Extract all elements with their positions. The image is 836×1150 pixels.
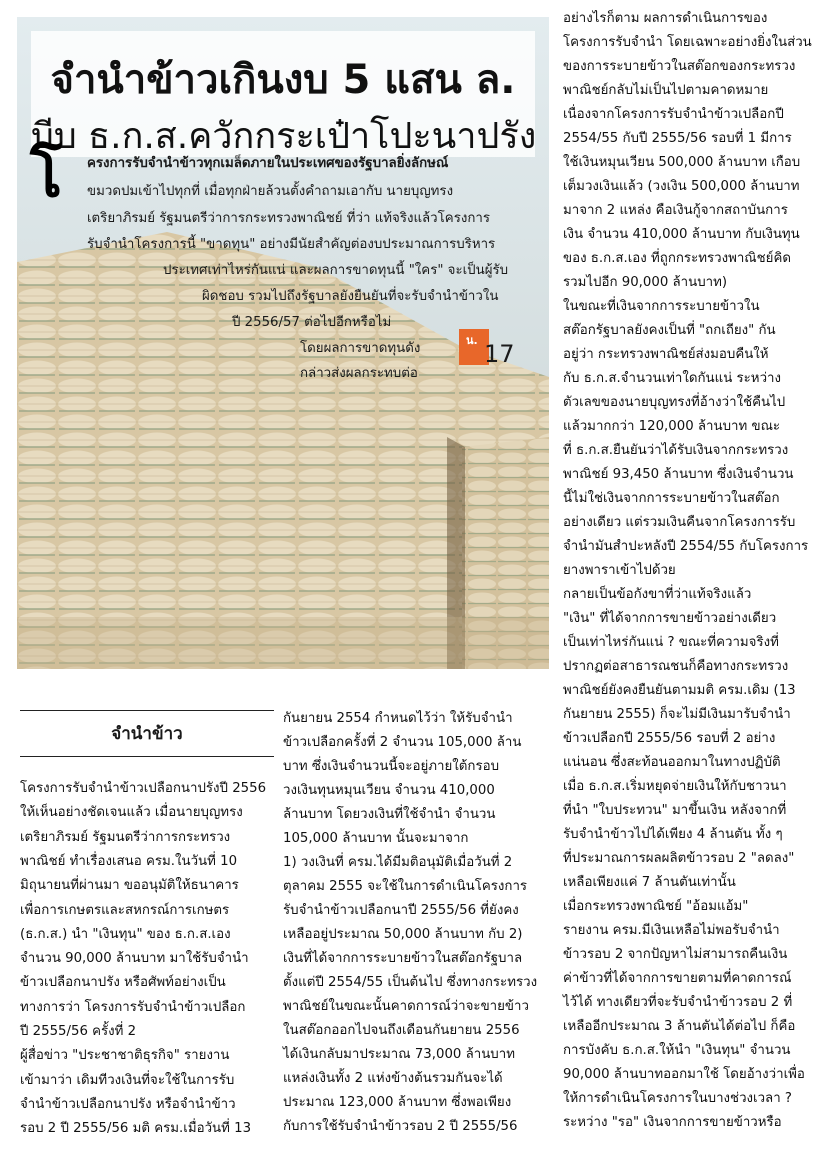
- text-line: เหลืออยู่ประมาณ 50,000 ล้านบาท กับ 2): [283, 927, 523, 942]
- text-line: ผู้สื่อข่าว "ประชาชาติธุรกิจ" รายงาน: [20, 1048, 230, 1064]
- text-line: เป็นเท่าไหร่กันแน่ ? ขณะที่ความจริงที่: [563, 635, 779, 650]
- text-line: จำนำข้าวเปลือกนาปรัง หรือจำนำข้าว: [20, 1096, 236, 1112]
- text-line: 105,000 ล้านบาท นั้นจะมาจาก: [283, 831, 469, 846]
- text-line: 90,000 ล้านบาทออกมาใช้ โดยอ้างว่าเพื่อ: [563, 1067, 805, 1082]
- text-line: กันยายน 2555) ก็จะไม่มีเงินมารับจำนำ: [563, 707, 791, 722]
- text-line: อยู่ว่า กระทรวงพาณิชย์ส่งมอบคืนให้: [563, 347, 769, 362]
- lede-line: โดยผลการขาดทุนดัง: [300, 341, 421, 356]
- lede-dropcap: โ: [30, 141, 63, 211]
- text-line: เหลือเพียงแค่ 7 ล้านตันเท่านั้น: [563, 875, 736, 890]
- text-line: ให้การดำเนินโครงการในบางช่วงเวลา ?: [563, 1091, 792, 1106]
- text-line: พาณิชย์ในขณะนั้นคาดการณ์ว่าจะขายข้าว: [283, 999, 529, 1014]
- text-line: ของการระบายข้าวในสต๊อกของกระทรวง: [563, 59, 796, 74]
- text-line: ทางการว่า โครงการรับจำนำข้าวเปลือก: [20, 999, 246, 1015]
- text-line: ระหว่าง "รอ" เงินจากการขายข้าวหรือ: [563, 1115, 782, 1130]
- text-line: เข้ามาว่า เดิมทีวงเงินที่จะใช้ในการรับ: [20, 1072, 235, 1088]
- text-line: กันยายน 2554 กำหนดไว้ว่า ให้รับจำนำ: [283, 711, 513, 726]
- text-line: ให้เห็นอย่างชัดเจนแล้ว เมื่อนายบุญทรง: [20, 805, 243, 821]
- headline-box: [31, 31, 535, 157]
- lede-line: ปี 2556/57 ต่อไปอีกหรือไม่: [232, 315, 392, 330]
- text-line: จำนำมันสำปะหลังปี 2554/55 กับโครงการ: [563, 539, 809, 554]
- text-line: ที่นำ "ใบประทวน" มาขึ้นเงิน หลังจากที่: [563, 803, 787, 818]
- text-line: พาณิชย์กลับไม่เป็นไปตามคาดหมาย: [563, 83, 769, 98]
- text-line: ใช้เงินหมุนเวียน 500,000 ล้านบาท เกือบ: [563, 155, 801, 170]
- text-line: ข้าวเปลือกครั้งที่ 2 จำนวน 105,000 ล้าน: [283, 735, 522, 750]
- text-line: ได้เงินกลับมาประมาณ 73,000 ล้านบาท: [283, 1047, 515, 1062]
- text-line: ไว้ได้ ทางเดียวที่จะรับจำนำข้าวรอบ 2 ที่: [563, 995, 793, 1010]
- text-line: วงเงินทุนหมุนเวียน จำนวน 410,000: [283, 783, 495, 798]
- headline-main: จำนำข้าวเกินงบ 5 แสน ล.: [50, 57, 516, 103]
- text-line: ปรากฏต่อสาธารณชนก็คือทางกระทรวง: [563, 659, 789, 674]
- text-line: ตั้งแต่ปี 2554/55 เป็นต้นไป ซึ่งทางกระทรวง: [283, 975, 538, 990]
- text-line: ในขณะที่เงินจากการระบายข้าวใน: [563, 299, 760, 314]
- text-line: (ธ.ก.ส.) นำ "เงินทุน" ของ ธ.ก.ส.เอง: [20, 926, 231, 942]
- text-line: อย่างไรก็ตาม ผลการดำเนินการของ: [563, 11, 768, 26]
- text-line: 1) วงเงินที่ ครม.ได้มีมติอนุมัติเมื่อวันที่ 2: [283, 855, 513, 870]
- text-line: รับจำนำข้าวเปลือกนาปี 2555/56 ที่ยังคง: [283, 903, 519, 918]
- text-line: กลายเป็นข้อกังขาที่ว่าแท้จริงแล้ว: [563, 587, 752, 602]
- text-line: การบังคับ ธ.ก.ส.ให้นำ "เงินทุน" จำนวน: [563, 1043, 791, 1058]
- lede-line: ผิดชอบ รวมไปถึงรัฐบาลยังยืนยันที่จะรับจำนำข้าวใน: [202, 289, 499, 304]
- text-line: ในสต๊อกออกไปจนถึงเดือนกันยายน 2556: [283, 1023, 520, 1038]
- text-line: ข้าวรอบ 2 จากปัญหาไม่สามารถคืนเงิน: [563, 947, 788, 962]
- lede-line: เตริยาภิรมย์ รัฐมนตรีว่าการกระทรวงพาณิชย์ ที่ว่า แท้จริงแล้วโครงการ: [87, 211, 490, 226]
- text-line: โครงการรับจำนำ โดยเฉพาะอย่างยิ่งในส่วน: [563, 35, 812, 50]
- text-line: เงินที่ได้จากการระบายข้าวในสต๊อกรัฐบาล: [283, 951, 523, 966]
- text-line: อย่างเดียว แต่รวมเงินคืนจากโครงการรับ: [563, 515, 796, 530]
- text-line: เหลืออีกประมาณ 3 ล้านตันได้ต่อไป ก็คือ: [563, 1019, 796, 1034]
- text-line: สต๊อกรัฐบาลยังคงเป็นที่ "ถกเถียง" กัน: [563, 323, 776, 338]
- section-heading: จำนำข้าว: [111, 724, 183, 744]
- text-line: พาณิชย์ ทำเรื่องเสนอ ครม.ในวันที่ 10: [20, 853, 238, 869]
- page-ref-number: 17: [484, 340, 515, 368]
- text-line: ของ ธ.ก.ส.เอง ที่ถูกกระทรวงพาณิชย์คิด: [563, 251, 791, 266]
- text-line: เนื่องจากโครงการรับจำนำข้าวเปลือกปี: [563, 107, 784, 122]
- text-line: ปี 2555/56 ครั้งที่ 2: [20, 1024, 137, 1039]
- text-line: กับการใช้รับจำนำข้าวรอบ 2 ปี 2555/56: [283, 1119, 518, 1134]
- text-line: พาณิชย์ยังคงยืนยันตามมติ ครม.เดิม (13: [563, 683, 796, 698]
- text-line: เตริยาภิรมย์ รัฐมนตรีว่าการกระทรวง: [20, 829, 231, 845]
- text-line: ที่ ธ.ก.ส.ยืนยันว่าได้รับเงินจากกระทรวง: [563, 443, 789, 458]
- page-ref-label: น.: [466, 334, 478, 347]
- text-line: "เงิน" ที่ได้จากการขายข้าวอย่างเดียว: [563, 611, 777, 626]
- text-line: รวมไปอีก 90,000 ล้านบาท): [563, 275, 728, 290]
- text-line: เมื่อ ธ.ก.ส.เริ่มหยุดจ่ายเงินให้กับชาวนา: [563, 779, 787, 794]
- text-line: ตัวเลขของนายบุญทรงที่อ้างว่าใช้คืนไป: [563, 395, 786, 410]
- lede-line: ครงการรับจำนำข้าวทุกเมล็ดภายในประเทศของรัฐบาลยิ่งลักษณ์: [87, 156, 449, 171]
- text-line: ค่าข้าวที่ได้จากการขายตามที่คาดการณ์: [563, 971, 792, 986]
- text-line: รับจำนำข้าวไปได้เพียง 4 ล้านตัน ทั้ง ๆ: [563, 827, 783, 842]
- lede-line: กล่าวส่งผลกระทบต่อ: [300, 366, 418, 381]
- text-line: เพื่อการเกษตรและสหกรณ์การเกษตร: [20, 902, 230, 918]
- text-line: พาณิชย์ 93,450 ล้านบาท ซึ่งเงินจำนวน: [563, 467, 794, 482]
- text-line: ล้านบาท โดยวงเงินที่ใช้จำนำ จำนวน: [283, 807, 496, 822]
- text-line: ยางพาราเข้าไปด้วย: [563, 563, 676, 578]
- lede-line: รับจำนำโครงการนี้ "ขาดทุน" อย่างมีนัยสำคัญต่องบประมาณการบริหาร: [87, 237, 496, 252]
- text-line: มาจาก 2 แหล่ง คือเงินกู้จากสถาบันการ: [563, 203, 788, 218]
- heading-rule-top: [20, 710, 274, 711]
- text-line: เงิน จำนวน 410,000 ล้านบาท กับเงินทุน: [563, 227, 800, 242]
- text-line: เต็มวงเงินแล้ว (วงเงิน 500,000 ล้านบาท: [563, 179, 800, 194]
- text-line: รอบ 2 ปี 2555/56 มติ ครม.เมื่อวันที่ 13: [20, 1121, 252, 1137]
- text-line: แล้วมากกว่า 120,000 ล้านบาท ขณะ: [563, 419, 781, 434]
- text-line: รายงาน ครม.มีเงินเหลือไม่พอรับจำนำ: [563, 923, 780, 938]
- heading-rule-bottom: [20, 756, 274, 757]
- text-line: แหล่งเงินทั้ง 2 แห่งข้างต้นรวมกันจะได้: [283, 1071, 503, 1086]
- text-line: เมื่อกระทรวงพาณิชย์ "อ้อมแอ้ม": [563, 899, 749, 914]
- headline-sub: บีบ ธ.ก.ส.ควักกระเป๋าโปะนาปรัง: [31, 116, 537, 157]
- text-line: ประมาณ 123,000 ล้านบาท ซึ่งพอเพียง: [283, 1095, 512, 1110]
- text-line: บาท ซึ่งเงินจำนวนนี้จะอยู่ภายใต้กรอบ: [283, 759, 500, 774]
- text-line: 2554/55 กับปี 2555/56 รอบที่ 1 มีการ: [563, 131, 792, 146]
- text-line: ข้าวเปลือกนาปรัง หรือศัพท์อย่างเป็น: [20, 975, 226, 991]
- lede-line: ขมวดปมเข้าไปทุกที่ เมื่อทุกฝ่ายล้วนตั้งคำถามเอากับ นายบุญทรง: [87, 184, 454, 199]
- text-line: ที่ประมาณการผลผลิตข้าวรอบ 2 "ลดลง": [563, 851, 795, 866]
- text-line: มิถุนายนที่ผ่านมา ขออนุมัติให้ธนาคาร: [20, 878, 239, 894]
- text-line: แน่นอน ซึ่งสะท้อนออกมาในทางปฏิบัติ: [563, 755, 781, 770]
- text-line: นี้ไม่ใช่เงินจากการระบายข้าวในสต๊อก: [563, 491, 780, 506]
- text-line: ข้าวเปลือกปี 2555/56 รอบที่ 2 อย่าง: [563, 731, 776, 746]
- lede-line: ประเทศเท่าไหร่กันแน่ และผลการขาดทุนนี้ "ใคร" จะเป็นผู้รับ: [163, 263, 509, 278]
- text-line: จำนวน 90,000 ล้านบาท มาใช้รับจำนำ: [20, 951, 249, 967]
- text-line: กับ ธ.ก.ส.จำนวนเท่าใดกันแน่ ระหว่าง: [563, 371, 781, 386]
- text-line: ตุลาคม 2555 จะใช้ในการดำเนินโครงการ: [283, 879, 528, 894]
- text-line: โครงการรับจำนำข้าวเปลือกนาปรังปี 2556: [20, 781, 267, 796]
